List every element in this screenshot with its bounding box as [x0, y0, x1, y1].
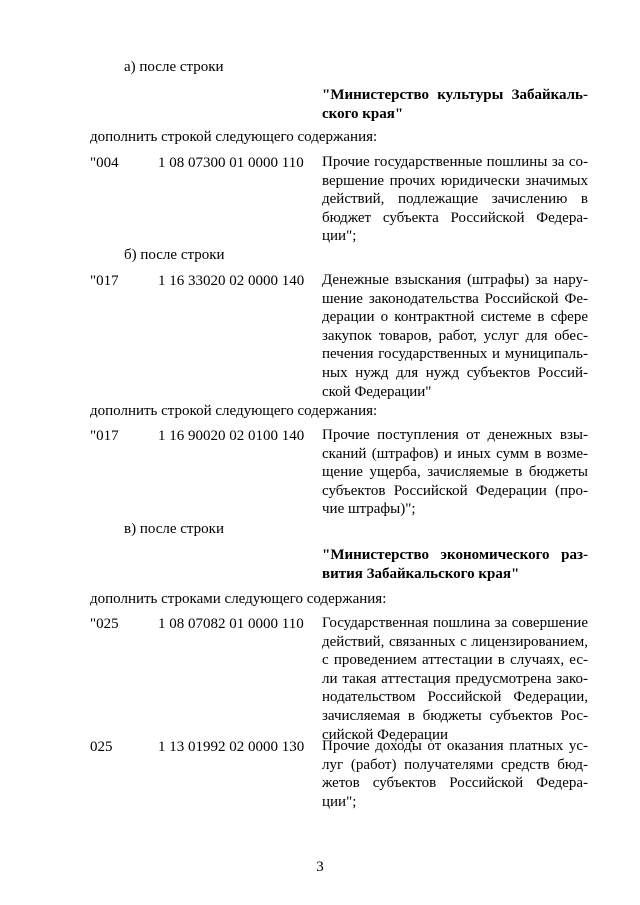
row-025a-code: "025: [90, 616, 119, 632]
clause-a-label: а) после строки: [124, 59, 224, 75]
row-025b-kbk: 1 13 01992 02 0000 130: [158, 739, 305, 755]
add-line-3: дополнить строками следующего содержания:: [90, 591, 387, 607]
row-004-desc: Прочие государственные пошлины за со-вершение прочих юридически значимых действий, подлежащие зачислению в бюджет субъекта Российской Федера-ции";: [322, 154, 588, 245]
add-line-1: дополнить строкой следующего содержания:: [90, 129, 378, 145]
row-025b-desc: Прочие доходы от оказания платных ус-луг (работ) получателями средств бюд-жетов субъектов Российской Федера-ции";: [322, 738, 588, 810]
clause-b-label: б) после строки: [124, 247, 225, 263]
row-004-kbk: 1 08 07300 01 0000 110: [158, 155, 304, 171]
row-017a-code: "017: [90, 273, 119, 289]
add-line-2: дополнить строкой следующего содержания:: [90, 403, 378, 419]
row-017b-code: "017: [90, 428, 119, 444]
clause-v-label: в) после строки: [124, 521, 224, 537]
row-017a-desc: Денежные взыскания (штрафы) за нару-шение законодательства Российской Фе-дерации о контрактной системе в сфере закупок товаров, работ, услуг для обес-печения государственных и муниципаль-ных нужд для нужд субъектов Россий-ской Федерации": [322, 272, 588, 400]
heading-ministry-culture: "Министерство культуры Забайкаль-ского края": [322, 87, 588, 122]
row-025b-code: 025: [90, 739, 113, 755]
row-004-code: "004: [90, 155, 119, 171]
row-017b-kbk: 1 16 90020 02 0100 140: [158, 428, 305, 444]
row-017a-kbk: 1 16 33020 02 0000 140: [158, 273, 305, 289]
row-025a-kbk: 1 08 07082 01 0000 110: [158, 616, 304, 632]
page-number: 3: [316, 859, 324, 875]
row-025a-desc: Государственная пошлина за совершение действий, связанных с лицензированием, с проведением аттестации в случаях, ес-ли такая аттестация предусмотрена зако-нодательством Российской Федерации, зачисляемая в бюджеты субъектов Рос-сийской Федерации: [322, 615, 588, 743]
row-017b-desc: Прочие поступления от денежных взы-сканий (штрафов) и иных сумм в возме-щение ущерба, зачисляемые в бюджеты субъектов Российской Федерации (про-чие штрафы)";: [322, 427, 588, 518]
heading-ministry-economy: "Министерство экономического раз-вития Забайкальского края": [322, 547, 588, 582]
